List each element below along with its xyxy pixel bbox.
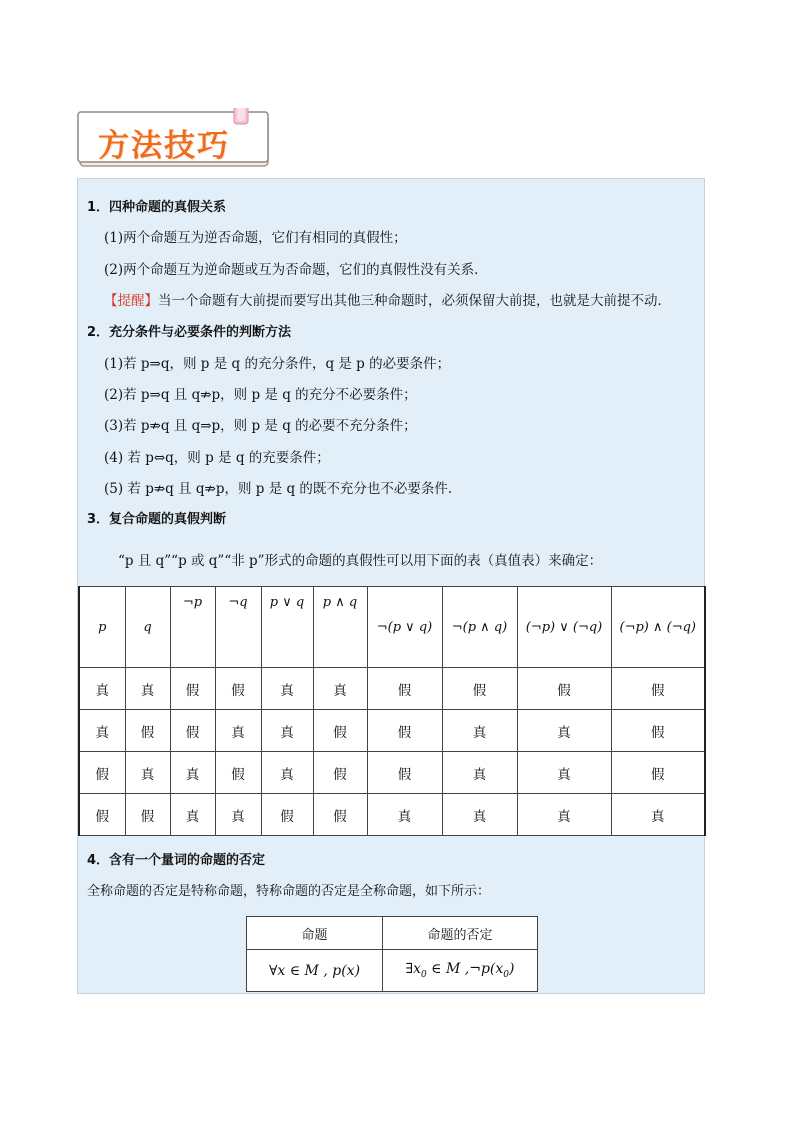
table-cell: 假 [261, 794, 313, 836]
section-2-item-1: (1)若 p⇒q，则 p 是 q 的充分条件，q 是 p 的必要条件； [104, 356, 451, 372]
truth-table-header: ¬p [170, 587, 215, 668]
table-cell: 真 [125, 752, 170, 794]
table-cell: 真 [442, 794, 517, 836]
table-cell: 真 [170, 794, 215, 836]
table-cell: 真 [367, 794, 442, 836]
table-cell: 假 [125, 794, 170, 836]
section-2-title: 2．充分条件与必要条件的判断方法 [87, 325, 292, 340]
table-cell: 真 [125, 668, 170, 710]
table-cell: 假 [313, 752, 367, 794]
truth-table-header: ¬(p ∨ q) [367, 587, 442, 668]
table-cell: 假 [611, 752, 705, 794]
truth-table-header: (¬p) ∨ (¬q) [517, 587, 611, 668]
table-cell: 真 [517, 752, 611, 794]
table-cell: 真 [313, 668, 367, 710]
neg-subscript: 0 [421, 969, 427, 980]
section-title: 方法技巧 [98, 128, 230, 164]
truth-table-header: ¬(p ∧ q) [442, 587, 517, 668]
table-cell: 真 [79, 668, 125, 710]
table-row [247, 950, 538, 992]
truth-table-header: q [125, 587, 170, 668]
section-1-item-1: (1)两个命题互为逆否命题，它们有相同的真假性； [104, 230, 407, 246]
table-cell: 假 [125, 710, 170, 752]
table-cell: 假 [79, 752, 125, 794]
table-row [247, 917, 538, 950]
table-row [79, 710, 705, 752]
truth-table-header: p ∨ q [261, 587, 313, 668]
section-2-item-5: (5) 若 p⇏q 且 q⇏p，则 p 是 q 的既不充分也不必要条件. [104, 481, 453, 497]
section-badge [76, 108, 276, 170]
table-cell: 假 [367, 668, 442, 710]
truth-table-header: ¬q [215, 587, 261, 668]
neg-part: ) [509, 961, 515, 978]
section-3-intro: “p 且 q”“p 或 q”“非 p”形式的命题的真假性可以用下面的表（真值表）来确定： [118, 553, 603, 569]
table-cell: 真 [442, 710, 517, 752]
table-cell: 真 [261, 710, 313, 752]
table-cell: 真 [170, 752, 215, 794]
table-cell: 假 [79, 794, 125, 836]
table-cell: 真 [261, 668, 313, 710]
table-cell: 假 [517, 668, 611, 710]
table-cell: 假 [367, 752, 442, 794]
table-cell: 真 [517, 794, 611, 836]
table-row [79, 794, 705, 836]
quantifier-header-proposition: 命题 [247, 917, 383, 950]
table-row [79, 668, 705, 710]
table-cell: 假 [170, 710, 215, 752]
section-1-title: 1．四种命题的真假关系 [87, 200, 227, 215]
section-2-item-2: (2)若 p⇒q 且 q⇏p，则 p 是 q 的充分不必要条件； [104, 387, 417, 403]
table-cell: 真 [261, 752, 313, 794]
tip-tag: 【提醒】 [104, 293, 158, 309]
universal-proposition: ∀x ∈ M , p(x) [247, 950, 383, 992]
table-cell: 真 [215, 710, 261, 752]
table-cell: 假 [442, 668, 517, 710]
table-cell: 假 [611, 710, 705, 752]
section-1-item-2: (2)两个命题互为逆命题或互为否命题，它们的真假性没有关系． [104, 262, 488, 278]
neg-subscript: 0 [503, 969, 510, 980]
section-4-intro: 全称命题的否定是特称命题，特称命题的否定是全称命题，如下所示： [87, 884, 491, 899]
table-cell: 假 [313, 794, 367, 836]
table-cell: 假 [215, 752, 261, 794]
table-cell: 真 [611, 794, 705, 836]
neg-part: ∃x [405, 961, 421, 978]
quantifier-table [246, 916, 538, 992]
truth-table-header: (¬p) ∧ (¬q) [611, 587, 705, 668]
table-cell: 假 [313, 710, 367, 752]
truth-table [78, 586, 706, 836]
section-2-item-3: (3)若 p⇏q 且 q⇒p，则 p 是 q 的必要不充分条件； [104, 418, 417, 434]
section-1-tip [104, 292, 671, 310]
quantifier-header-negation: 命题的否定 [383, 917, 538, 950]
section-4-title: 4．含有一个量词的命题的否定 [87, 853, 266, 868]
table-cell: 假 [170, 668, 215, 710]
table-cell: 真 [517, 710, 611, 752]
truth-table-header-row [79, 587, 705, 668]
truth-table-header: p [79, 587, 125, 668]
section-3-title: 3．复合命题的真假判断 [87, 512, 227, 527]
table-cell: 真 [79, 710, 125, 752]
section-2-item-4: (4) 若 p⇔q，则 p 是 q 的充要条件； [104, 450, 330, 466]
existential-negation [383, 950, 538, 992]
table-cell: 真 [215, 794, 261, 836]
tip-text: 当一个命题有大前提而要写出其他三种命题时，必须保留大前提，也就是大前提不动． [158, 293, 671, 309]
table-cell: 真 [442, 752, 517, 794]
table-cell: 假 [367, 710, 442, 752]
neg-part: ∈ M ,¬p(x [426, 961, 504, 978]
table-row [79, 752, 705, 794]
table-cell: 假 [611, 668, 705, 710]
table-cell: 假 [215, 668, 261, 710]
truth-table-header: p ∧ q [313, 587, 367, 668]
